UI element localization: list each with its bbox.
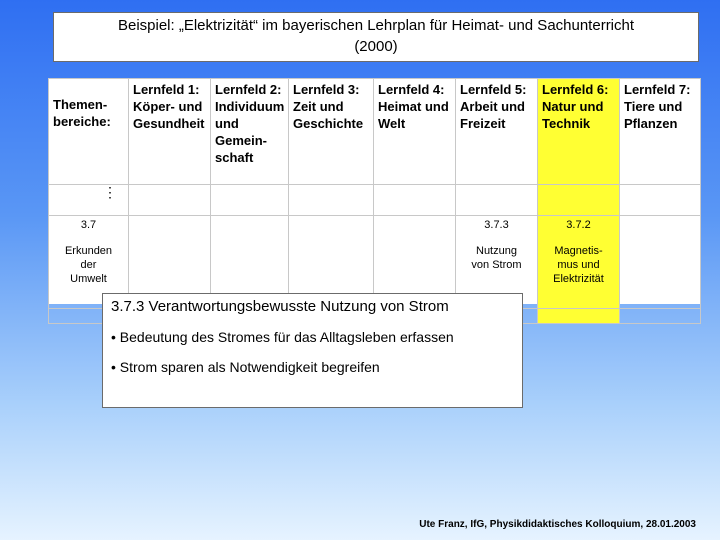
header-lernfeld-1: [129, 79, 211, 185]
detail-heading: 3.7.3 Verantwortungsbewusste Nutzung von Strom: [111, 298, 449, 315]
table-cell: [456, 185, 538, 216]
themenbereiche-label: [49, 79, 129, 185]
header-lernfeld-3: [289, 79, 374, 185]
slide-title: [53, 12, 699, 62]
ellipsis-row: [49, 185, 701, 216]
header-lernfeld-7-text: Lernfeld 7: Tiere und Pflanzen: [624, 82, 691, 131]
themenbereiche-text: Themen- bereiche:: [53, 97, 111, 129]
lf5-text: Nutzung von Strom: [471, 245, 522, 271]
table-cell: [620, 185, 701, 216]
lf5-code: 3.7.3: [484, 219, 509, 231]
header-lernfeld-4: [374, 79, 456, 185]
row-label: Erkunden der Umwelt: [64, 245, 113, 285]
vertical-ellipsis: ⋮: [103, 184, 117, 200]
detail-box: [102, 293, 523, 408]
table-cell: [374, 185, 456, 216]
table-cell: [620, 216, 701, 309]
table-cell: [538, 309, 620, 324]
header-lernfeld-3-text: Lernfeld 3: Zeit und Geschichte: [293, 82, 364, 131]
detail-bullet-1: • Bedeutung des Stromes für das Alltagsleben erfassen: [111, 329, 454, 345]
table-cell: [289, 185, 374, 216]
slide-title-line2: (2000): [354, 38, 398, 55]
table-cell: [129, 185, 211, 216]
ellipsis-cell: [49, 185, 129, 216]
header-lernfeld-4-text: Lernfeld 4: Heimat und Welt: [378, 82, 449, 131]
header-lernfeld-5-text: Lernfeld 5: Arbeit und Freizeit: [460, 82, 527, 131]
header-lernfeld-5: [456, 79, 538, 185]
slide-title-line1: Beispiel: „Elektrizität“ im bayerischen Lehrplan für Heimat- und Sachunterricht: [117, 17, 635, 34]
header-lernfeld-2: [211, 79, 289, 185]
curriculum-table: [48, 78, 701, 324]
table-cell: [211, 185, 289, 216]
header-lernfeld-7: [620, 79, 701, 185]
lf6-code: 3.7.2: [566, 219, 591, 231]
header-lernfeld-2-text: Lernfeld 2: Individuum und Gemein- schaft: [215, 82, 285, 165]
header-lernfeld-6-text: Lernfeld 6: Natur und Technik: [542, 82, 609, 131]
cell-lf6: [538, 216, 620, 309]
curriculum-table-panel: [48, 78, 700, 304]
header-lernfeld-1-text: Lernfeld 1: Köper- und Gesundheit: [133, 82, 205, 131]
footer-credit: Ute Franz, IfG, Physikdidaktisches Kolloquium, 28.01.2003: [419, 519, 696, 530]
header-lernfeld-6: [538, 79, 620, 185]
header-row: [49, 79, 701, 185]
lf6-text: Magnetis- mus und Elektrizität: [553, 245, 604, 285]
table-cell: [538, 185, 620, 216]
row-code: 3.7: [80, 219, 97, 231]
table-cell: [620, 309, 701, 324]
detail-bullet-2: • Strom sparen als Notwendigkeit begreifen: [111, 359, 380, 375]
